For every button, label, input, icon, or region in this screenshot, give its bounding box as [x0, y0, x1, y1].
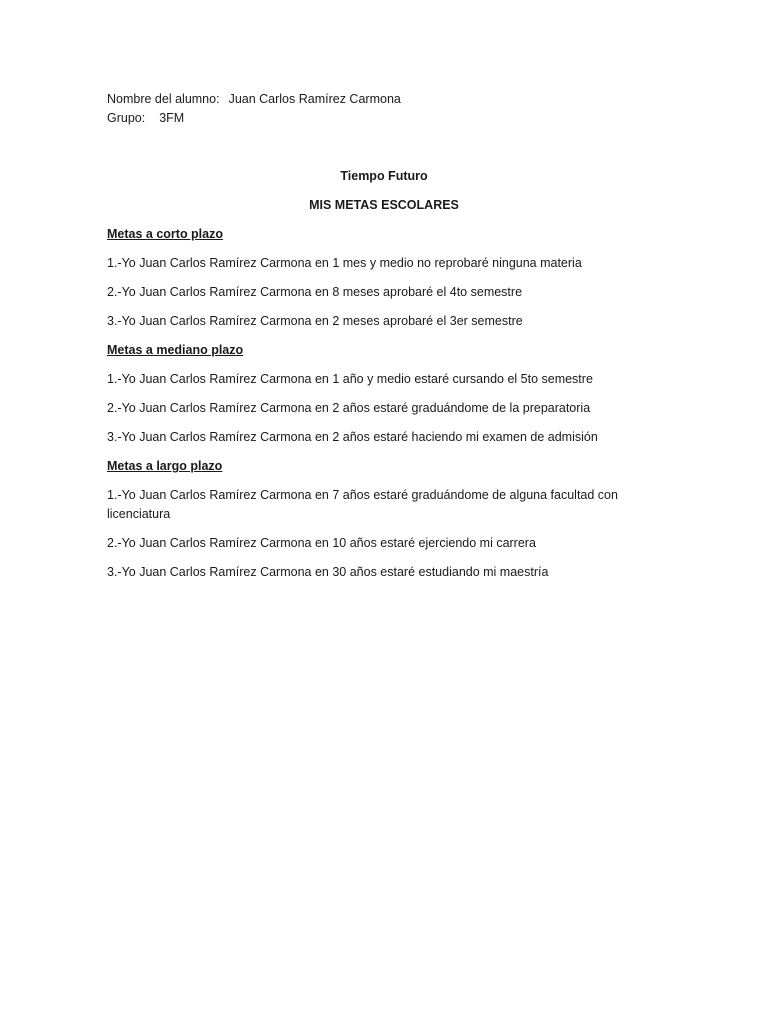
document-title: Tiempo Futuro [340, 169, 428, 183]
document-content [107, 90, 667, 582]
goal-item: 1.-Yo Juan Carlos Ramírez Carmona en 7 años estaré graduándome de alguna facultad con licenciatura [107, 488, 618, 521]
goal-item: 3.-Yo Juan Carlos Ramírez Carmona en 2 años estaré haciendo mi examen de admisión [107, 430, 598, 444]
section-heading-long-term: Metas a largo plazo [107, 459, 223, 473]
goal-item: 2.-Yo Juan Carlos Ramírez Carmona en 2 años estaré graduándome de la preparatoria [107, 401, 591, 415]
student-name-value: Juan Carlos Ramírez Carmona [228, 92, 401, 106]
group-label: Grupo: [107, 111, 146, 125]
goal-item: 1.-Yo Juan Carlos Ramírez Carmona en 1 año y medio estaré cursando el 5to semestre [107, 372, 593, 386]
goal-item: 2.-Yo Juan Carlos Ramírez Carmona en 8 meses aprobaré el 4to semestre [107, 285, 523, 299]
goal-item: 3.-Yo Juan Carlos Ramírez Carmona en 30 años estaré estudiando mi maestría [107, 565, 549, 579]
goal-item: 3.-Yo Juan Carlos Ramírez Carmona en 2 meses aprobaré el 3er semestre [107, 314, 523, 328]
student-name-line [107, 90, 667, 109]
section-heading-short-term: Metas a corto plazo [107, 227, 223, 241]
group-value: 3FM [159, 111, 185, 125]
student-name-label: Nombre del alumno: [107, 92, 220, 106]
group-line [107, 109, 667, 128]
section-heading-medium-term: Metas a mediano plazo [107, 343, 244, 357]
goal-item: 2.-Yo Juan Carlos Ramírez Carmona en 10 años estaré ejerciendo mi carrera [107, 536, 536, 550]
goal-item: 1.-Yo Juan Carlos Ramírez Carmona en 1 mes y medio no reprobaré ninguna materia [107, 256, 582, 270]
document-subtitle: MIS METAS ESCOLARES [309, 198, 459, 212]
